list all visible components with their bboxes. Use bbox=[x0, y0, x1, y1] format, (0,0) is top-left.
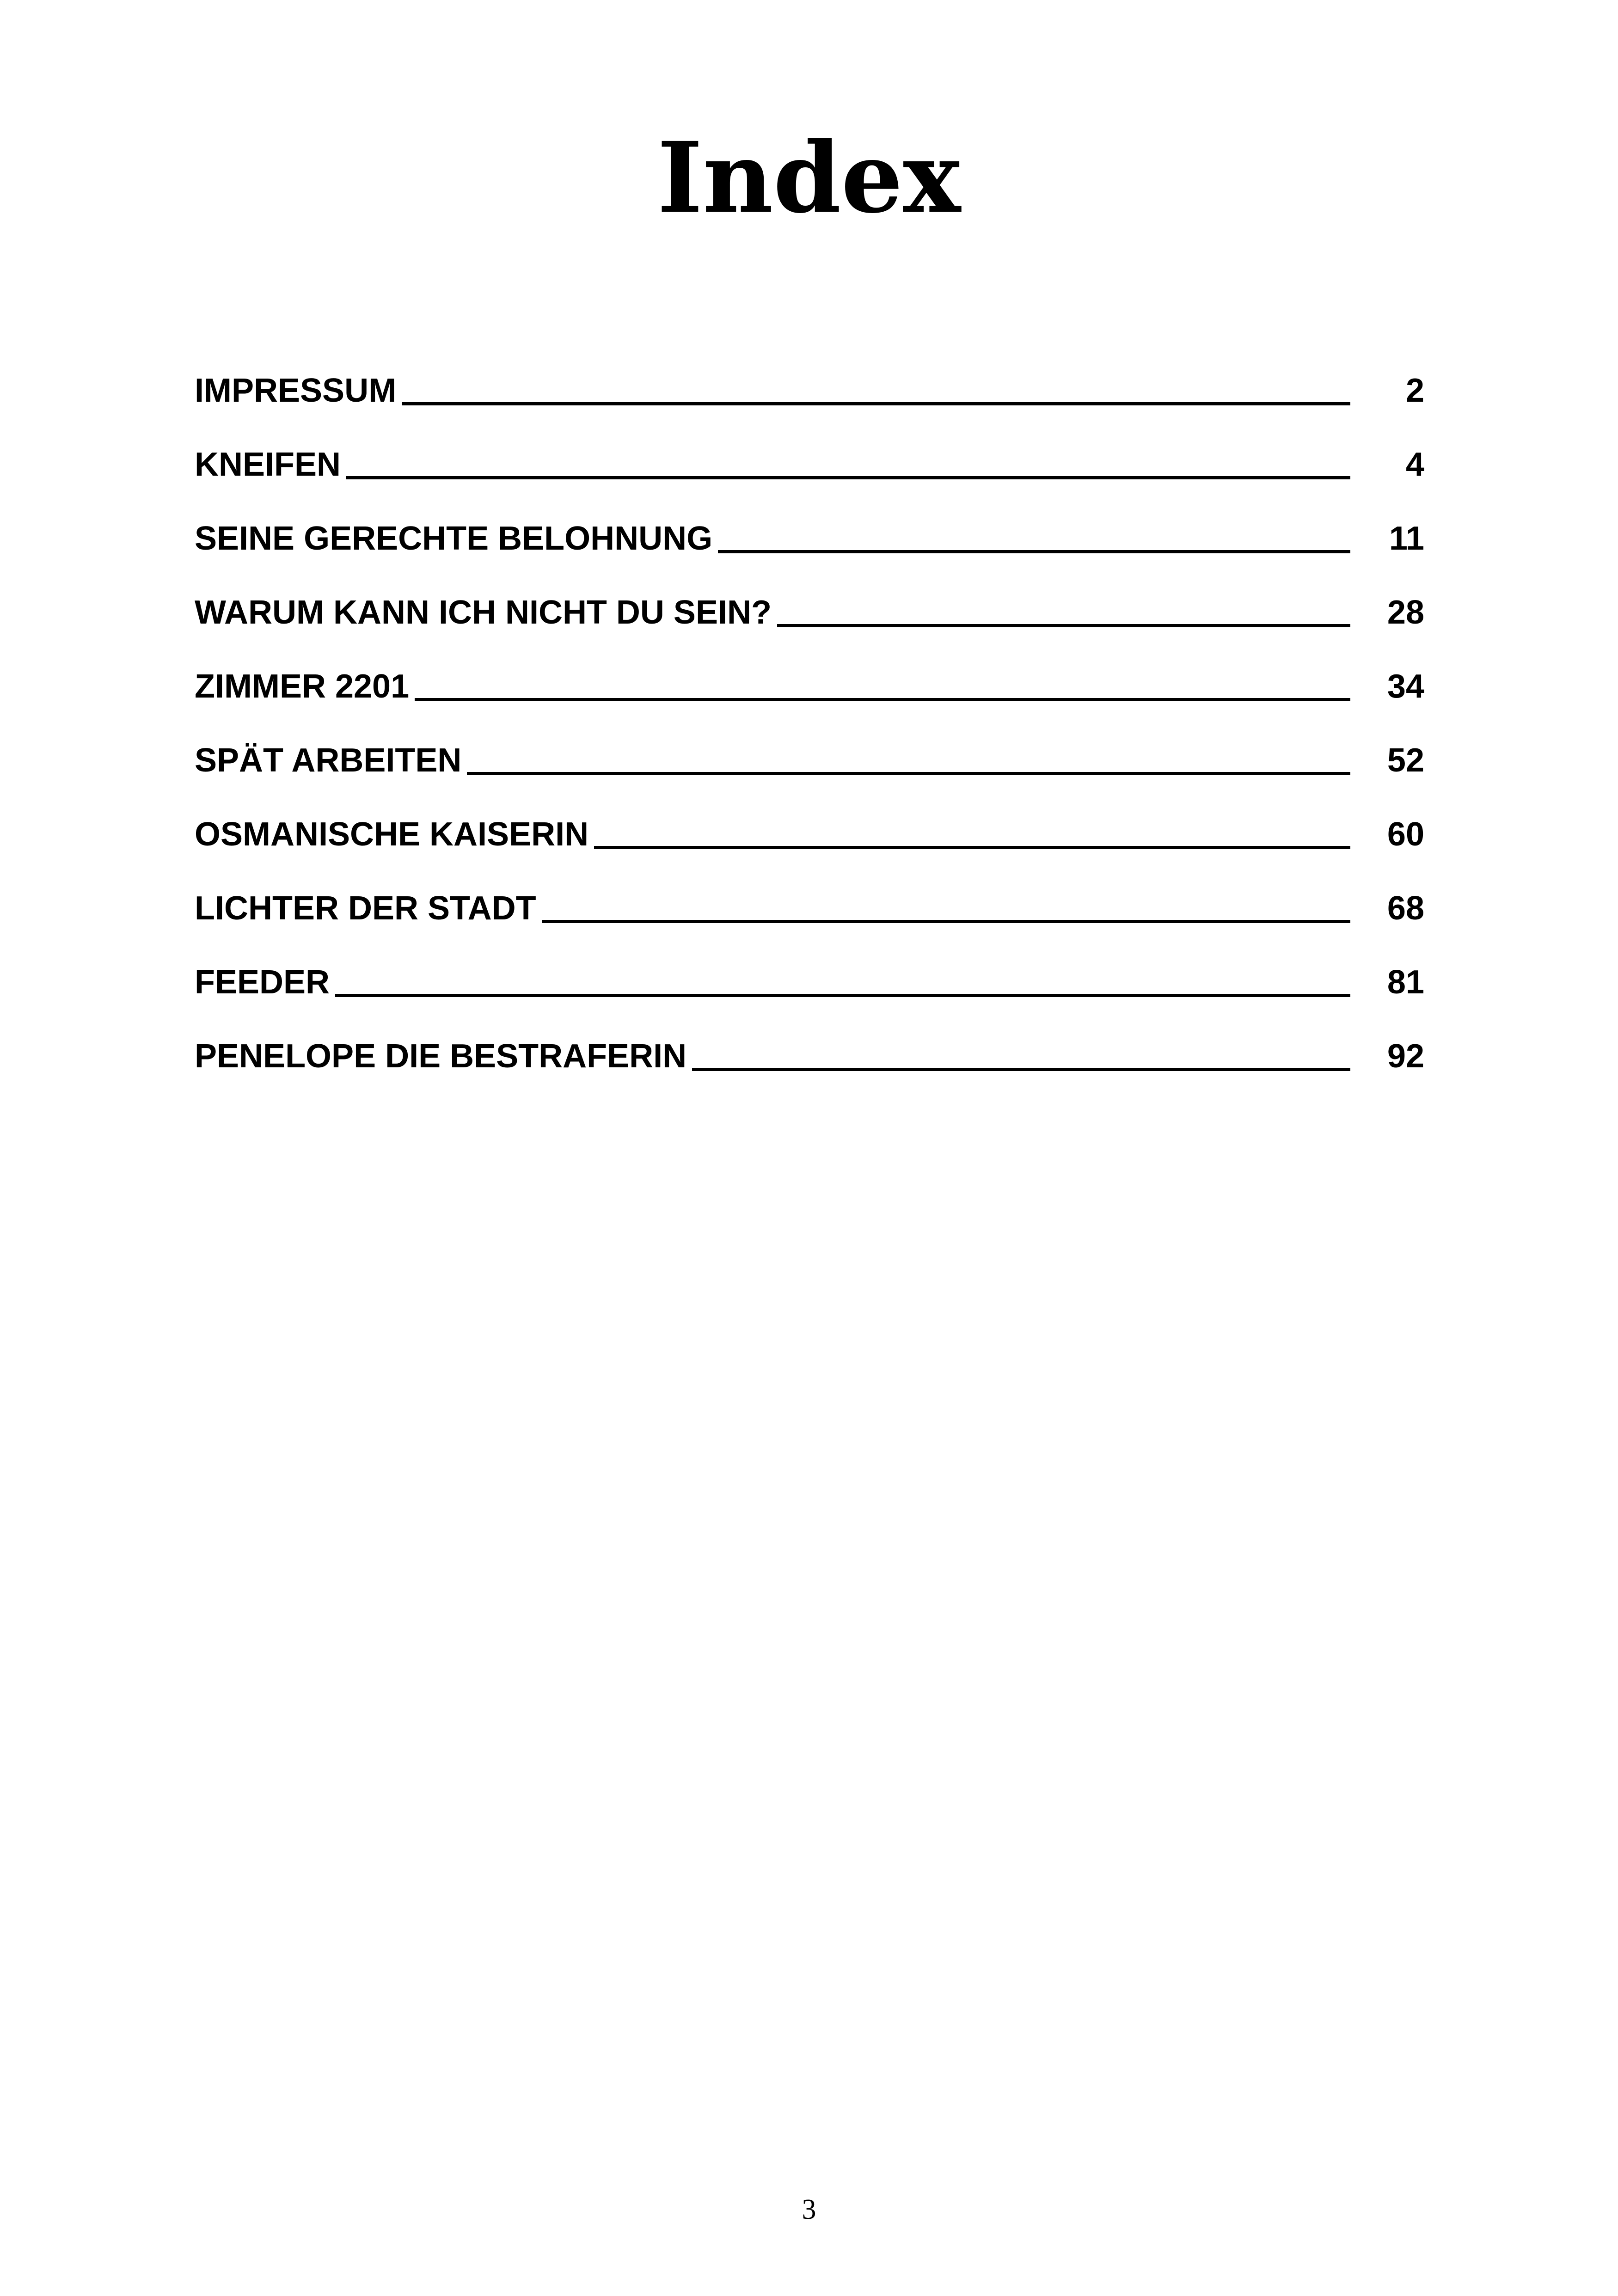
table-of-contents bbox=[195, 365, 1424, 1105]
toc-leader-line bbox=[415, 698, 1350, 701]
toc-entry bbox=[195, 365, 1424, 439]
toc-entry-title: IMPRESSUM bbox=[195, 372, 397, 409]
toc-leader-line bbox=[777, 624, 1350, 627]
toc-entry bbox=[195, 735, 1424, 809]
toc-entry-page: 81 bbox=[1387, 964, 1424, 1001]
toc-entry-page: 52 bbox=[1387, 742, 1424, 779]
toc-leader-line bbox=[467, 772, 1350, 775]
toc-entry bbox=[195, 957, 1424, 1031]
toc-entry-page: 2 bbox=[1405, 372, 1424, 409]
toc-leader-line bbox=[718, 550, 1350, 553]
toc-entry-page: 34 bbox=[1387, 668, 1424, 705]
toc-entry-page: 28 bbox=[1387, 594, 1424, 631]
toc-leader-line bbox=[542, 920, 1350, 923]
toc-entry-title: PENELOPE DIE BESTRAFERIN bbox=[195, 1038, 687, 1075]
page-title: Index bbox=[657, 121, 961, 235]
toc-entry bbox=[195, 587, 1424, 661]
toc-entry-page: 11 bbox=[1389, 520, 1424, 557]
toc-entry bbox=[195, 1031, 1424, 1105]
toc-leader-line bbox=[692, 1068, 1350, 1071]
toc-leader-line bbox=[402, 402, 1350, 405]
toc-entry bbox=[195, 513, 1424, 587]
toc-entry-title: OSMANISCHE KAISERIN bbox=[195, 816, 589, 853]
toc-entry bbox=[195, 809, 1424, 883]
toc-entry-title: ZIMMER 2201 bbox=[195, 668, 410, 705]
toc-entry-title: SPÄT ARBEITEN bbox=[195, 742, 462, 779]
toc-entry bbox=[195, 661, 1424, 735]
toc-leader-line bbox=[594, 846, 1350, 849]
toc-entry-title: KNEIFEN bbox=[195, 446, 341, 483]
toc-entry bbox=[195, 439, 1424, 513]
toc-entry-title: LICHTER DER STADT bbox=[195, 890, 536, 927]
toc-entry-page: 68 bbox=[1387, 890, 1424, 927]
toc-entry-page: 4 bbox=[1405, 446, 1424, 483]
toc-entry-page: 60 bbox=[1387, 816, 1424, 853]
toc-leader-line bbox=[335, 994, 1350, 997]
page-number: 3 bbox=[802, 2194, 816, 2225]
toc-entry-title: FEEDER bbox=[195, 964, 330, 1001]
toc-entry-title: SEINE GERECHTE BELOHNUNG bbox=[195, 520, 713, 557]
toc-entry-title: WARUM KANN ICH NICHT DU SEIN? bbox=[195, 594, 772, 631]
toc-entry bbox=[195, 883, 1424, 957]
toc-leader-line bbox=[346, 476, 1350, 479]
toc-entry-page: 92 bbox=[1387, 1038, 1424, 1075]
